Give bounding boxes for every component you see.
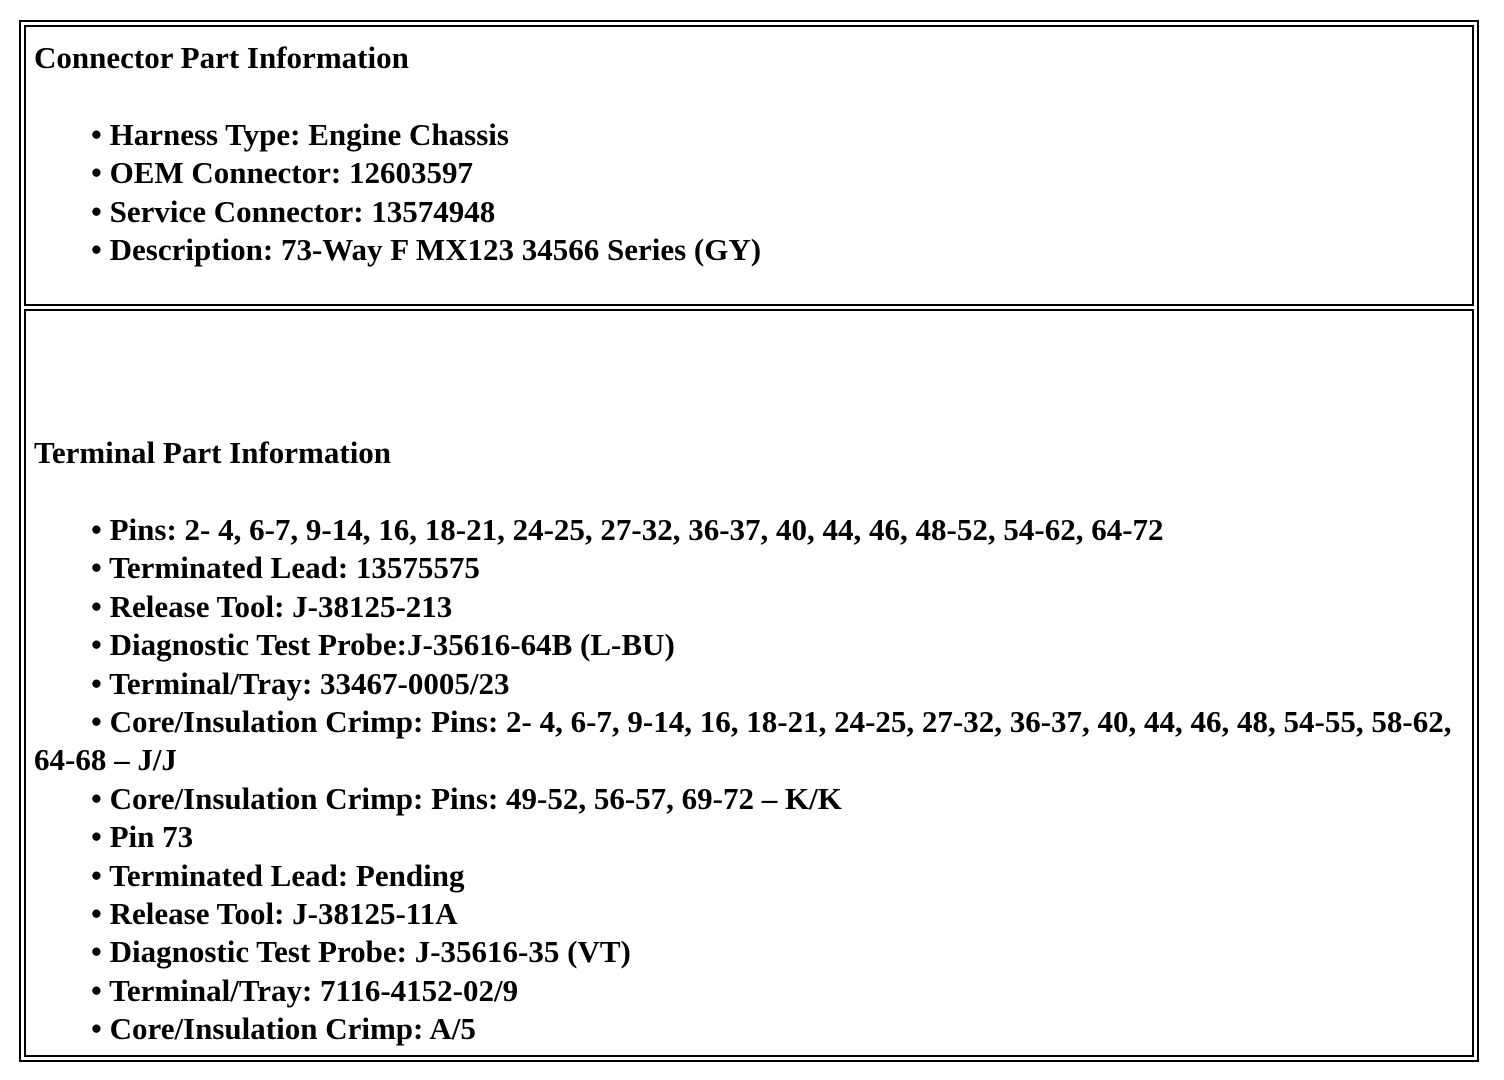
- list-item-text: Terminated Lead: 13575575: [109, 550, 480, 586]
- list-item-text: Service Connector: 13574948: [109, 193, 496, 229]
- list-item-text: Pin 73: [109, 819, 194, 855]
- terminal-section-title: Terminal Part Information: [34, 435, 392, 470]
- list-item: [34, 588, 1452, 626]
- bullet-icon: •: [91, 117, 102, 152]
- list-item-text: Pins: 2- 4, 6-7, 9-14, 16, 18-21, 24-25, 27-32, 36-37, 40, 44, 46, 48-52, 54-62, 64-72: [109, 512, 1164, 547]
- bullet-icon: •: [91, 588, 102, 624]
- list-item-text: OEM Connector: 12603597: [109, 155, 473, 191]
- bullet-icon: •: [91, 512, 102, 547]
- list-item: [34, 116, 1452, 154]
- list-item: [34, 703, 1452, 780]
- list-item-text: Diagnostic Test Probe:J-35616-64B (L-BU): [109, 627, 675, 663]
- list-item: [34, 193, 1452, 231]
- list-item: [34, 818, 1452, 856]
- bullet-icon: •: [91, 627, 102, 663]
- list-item: [34, 857, 1452, 895]
- bullet-icon: •: [91, 857, 102, 893]
- bullet-icon: •: [91, 972, 102, 1008]
- list-item-text: Core/Insulation Crimp: Pins: 49-52, 56-57, 69-72 – K/K: [109, 780, 842, 816]
- bullet-icon: •: [91, 232, 102, 268]
- bullet-icon: •: [91, 155, 102, 191]
- list-item-text: Core/Insulation Crimp: Pins: 2- 4, 6-7, 9-14, 16, 18-21, 24-25, 27-32, 36-37, 40, 44, 46, 48, 54-55, 58-62, 64-68 – J/J: [34, 704, 1452, 778]
- connector-info-list: [34, 116, 1452, 270]
- list-item-text: Terminal/Tray: 7116-4152-02/9: [109, 972, 519, 1008]
- list-item-text: Terminated Lead: Pending: [109, 857, 465, 893]
- bullet-icon: •: [91, 550, 102, 586]
- bullet-icon: •: [91, 193, 102, 229]
- list-item-text: Core/Insulation Crimp: A/5: [109, 1011, 476, 1047]
- list-item: [34, 780, 1452, 818]
- list-item-text: Terminal/Tray: 33467-0005/23: [109, 665, 510, 701]
- bullet-icon: •: [91, 665, 102, 701]
- list-item: [34, 972, 1452, 1010]
- list-item: [34, 626, 1452, 664]
- list-item: [34, 1010, 1452, 1048]
- bullet-icon: •: [91, 934, 102, 970]
- list-item-text: Harness Type: Engine Chassis: [109, 117, 509, 152]
- terminal-info-cell: [24, 309, 1474, 1057]
- bullet-icon: •: [91, 896, 102, 932]
- list-item-text: Description: 73-Way F MX123 34566 Series (GY): [109, 232, 762, 268]
- list-item-text: Diagnostic Test Probe: J-35616-35 (VT): [109, 934, 631, 970]
- bullet-icon: •: [91, 819, 102, 855]
- list-item-text: Release Tool: J-38125-213: [109, 588, 453, 624]
- connector-info-cell: [24, 25, 1474, 306]
- list-item-text: Release Tool: J-38125-11A: [109, 896, 458, 932]
- list-item: [34, 511, 1452, 549]
- bullet-icon: •: [91, 1011, 102, 1047]
- list-item: [34, 231, 1452, 269]
- list-item: [34, 933, 1452, 971]
- bullet-icon: •: [91, 780, 102, 816]
- connector-section-title: Connector Part Information: [34, 40, 409, 75]
- bullet-icon: •: [91, 704, 102, 740]
- list-item: [34, 549, 1452, 587]
- list-item: [34, 895, 1452, 933]
- terminal-info-list: [34, 511, 1452, 1049]
- list-item: [34, 154, 1452, 192]
- list-item: [34, 665, 1452, 703]
